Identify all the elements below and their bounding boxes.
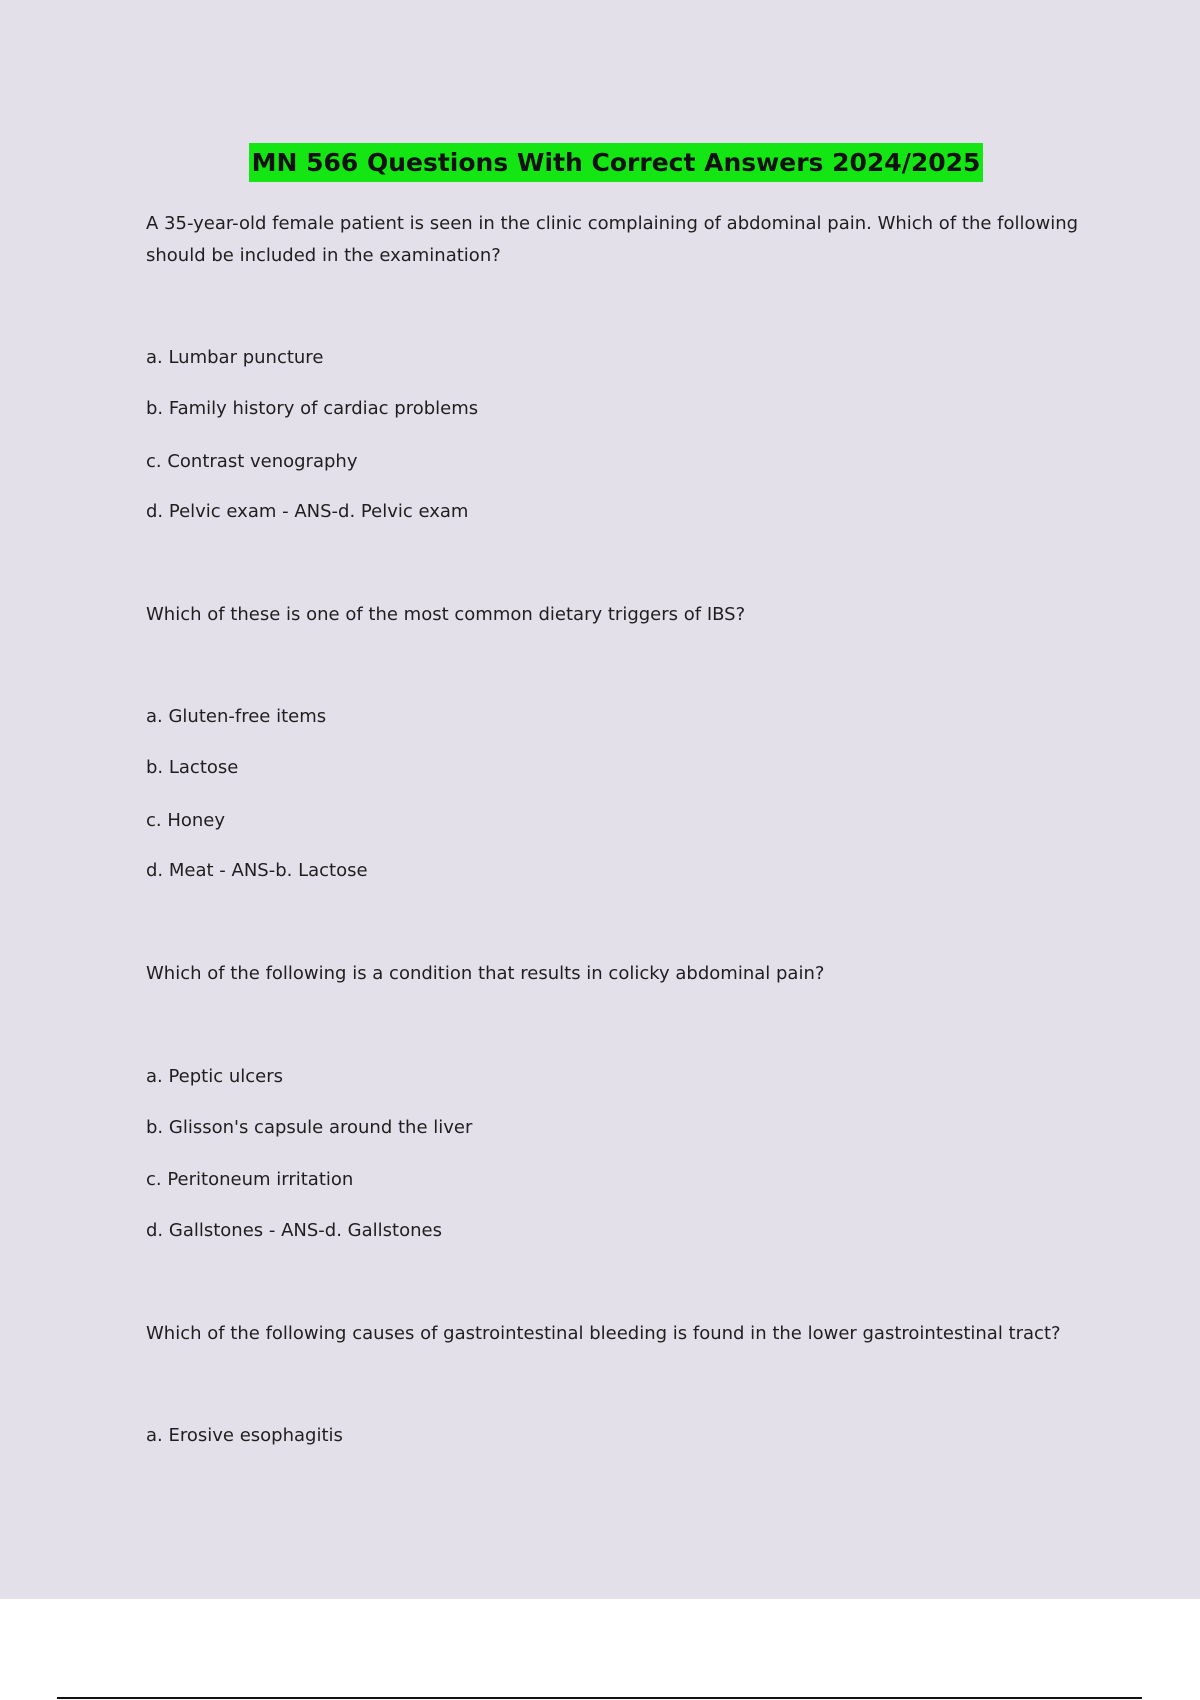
question-1-option-d-answer: d. Pelvic exam - ANS-d. Pelvic exam bbox=[146, 501, 469, 522]
question-1-option-c: c. Contrast venography bbox=[146, 451, 358, 472]
question-1-stem-line-1: A 35-year-old female patient is seen in the clinic complaining of abdominal pain. Which of the following bbox=[146, 213, 1079, 234]
title-container bbox=[0, 143, 1200, 182]
question-1-option-a: a. Lumbar puncture bbox=[146, 347, 324, 368]
question-3-option-c: c. Peritoneum irritation bbox=[146, 1169, 354, 1190]
question-4-stem: Which of the following causes of gastrointestinal bleeding is found in the lower gastrointestinal tract? bbox=[146, 1323, 1061, 1344]
question-1-option-b: b. Family history of cardiac problems bbox=[146, 398, 479, 419]
question-3-stem: Which of the following is a condition that results in colicky abdominal pain? bbox=[146, 963, 825, 984]
question-3-option-a: a. Peptic ulcers bbox=[146, 1066, 284, 1087]
page-bottom-divider bbox=[57, 1697, 1142, 1699]
question-4-option-a: a. Erosive esophagitis bbox=[146, 1425, 343, 1446]
question-2-option-a: a. Gluten-free items bbox=[146, 706, 327, 727]
question-1-stem-line-2: should be included in the examination? bbox=[146, 245, 501, 266]
document-title: MN 566 Questions With Correct Answers 2024/2025 bbox=[249, 143, 984, 182]
question-3-option-b: b. Glisson's capsule around the liver bbox=[146, 1117, 473, 1138]
question-2-stem: Which of these is one of the most common dietary triggers of IBS? bbox=[146, 604, 746, 625]
question-2-option-d-answer: d. Meat - ANS-b. Lactose bbox=[146, 860, 368, 881]
question-2-option-c: c. Honey bbox=[146, 810, 226, 831]
question-3-option-d-answer: d. Gallstones - ANS-d. Gallstones bbox=[146, 1220, 442, 1241]
question-2-option-b: b. Lactose bbox=[146, 757, 239, 778]
